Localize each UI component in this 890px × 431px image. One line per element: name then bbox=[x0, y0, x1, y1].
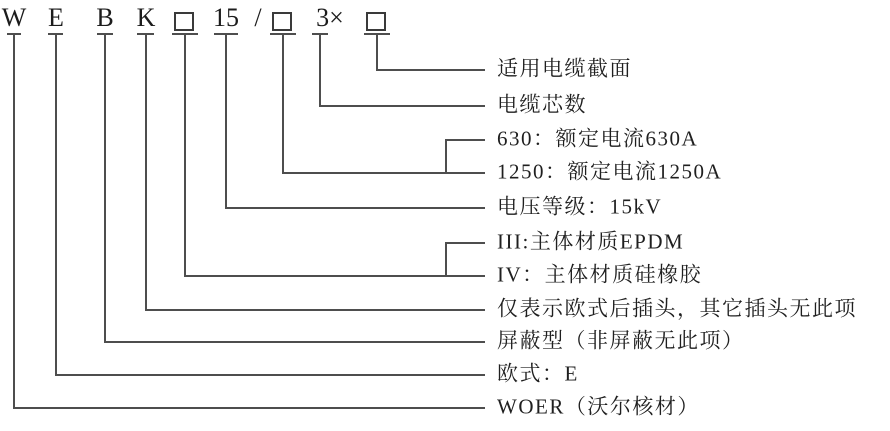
leader-branch-630 bbox=[446, 140, 485, 173]
leader-k bbox=[146, 34, 485, 310]
leader-b bbox=[105, 34, 485, 342]
leader-section-box bbox=[377, 34, 485, 70]
label-cable-section: 适用电缆截面 bbox=[497, 56, 632, 81]
code-char-w: W bbox=[1, 3, 27, 32]
material-placeholder-box-icon bbox=[174, 12, 194, 31]
label-material-epdm: III:主体材质EPDM bbox=[497, 229, 685, 254]
leader-current-box bbox=[283, 34, 485, 173]
label-brand-woer: WOER（沃尔核材） bbox=[497, 394, 700, 419]
label-current-630: 630：额定电流630A bbox=[497, 126, 699, 151]
label-euro-style: 欧式：E bbox=[497, 361, 579, 386]
code-char-b: B bbox=[96, 3, 114, 32]
code-char-e: E bbox=[48, 3, 64, 32]
label-voltage-class: 电压等级：15kV bbox=[497, 194, 663, 219]
label-core-count: 电缆芯数 bbox=[497, 92, 587, 117]
code-char-voltage: 15 bbox=[213, 3, 239, 32]
label-current-1250: 1250：额定电流1250A bbox=[497, 159, 723, 184]
code-char-k: K bbox=[136, 3, 156, 32]
leader-branch-epdm bbox=[446, 243, 485, 276]
leader-e bbox=[56, 34, 485, 375]
code-char-cores: 3× bbox=[316, 3, 344, 32]
leader-voltage bbox=[226, 34, 485, 208]
code-char-slash: / bbox=[254, 3, 262, 32]
label-material-silicone: IV：主体材质硅橡胶 bbox=[497, 262, 703, 287]
label-euro-rear-plug-note: 仅表示欧式后插头，其它插头无此项 bbox=[497, 296, 857, 321]
label-shielded-type: 屏蔽型（非屏蔽无此项） bbox=[497, 328, 745, 353]
section-placeholder-box-icon bbox=[366, 12, 386, 31]
leader-w bbox=[14, 34, 485, 408]
current-placeholder-box-icon bbox=[272, 12, 292, 31]
